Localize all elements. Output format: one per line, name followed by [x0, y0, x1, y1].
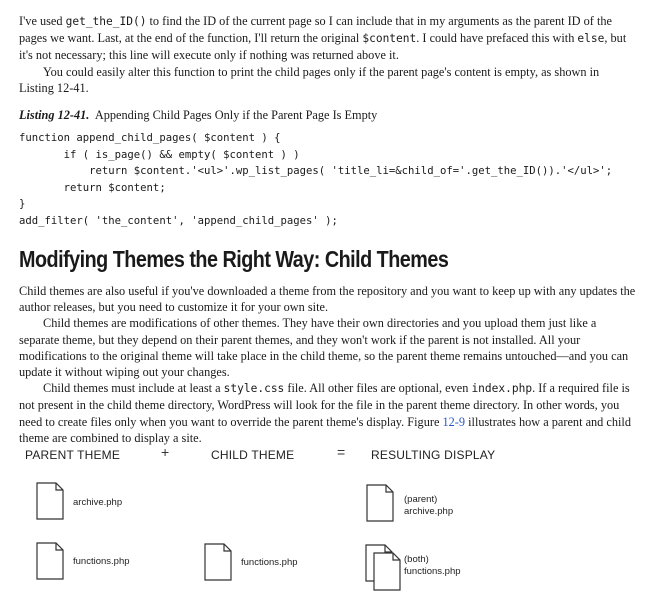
paragraph-child-themes-modifications: Child themes are modifications of other themes. They have their own directories and you upload them just like a separate theme, but they depend on their parent themes, and they won't work if the parent is not installed. All your modifications to the original theme will take place in the child theme, so the parent theme remains untouched—and you can update it without wiping out your changes. [19, 316, 629, 380]
file-icon [36, 542, 64, 580]
paragraph-get-the-id [19, 13, 637, 96]
file-icon [204, 543, 232, 581]
child-theme-figure [19, 440, 649, 610]
paragraph-text: , but it's not necessary; this line will execute only if nothing was returned above it. [19, 31, 627, 63]
result-file-functions [404, 554, 461, 578]
code-listing: function append_child_pages( $content ) { if ( is_page() && empty( $content ) ) return $content.'<ul>'.wp_list_pages( 'title_li=&child_of='.get_the_ID()).'</ul>'; return $content; } add_filter( 'the_content', 'append_child_pages' ); [19, 132, 613, 227]
inline-code: else [577, 32, 605, 46]
paragraph-text: . I could have prefaced this with [416, 31, 578, 46]
result-file-name: archive.php [404, 506, 454, 517]
inline-code: style.css [223, 382, 285, 396]
file-icon [366, 484, 394, 522]
result-file-archive [404, 494, 453, 518]
listing-caption [19, 108, 377, 123]
figure-reference-link[interactable]: 12-9 [442, 414, 466, 429]
inline-code: $content [362, 32, 417, 46]
equals-sign: = [337, 444, 346, 460]
paragraph-text: file. All other files are optional, even [284, 381, 472, 396]
inline-code: get_the_ID() [65, 15, 147, 28]
listing-title: Appending Child Pages Only if the Parent Page Is Empty [94, 108, 378, 122]
listing-label: Listing 12-41. [19, 108, 90, 122]
paragraph-text: to find the ID of the current page so I can include that in my arguments as the parent ID of the pages we want. Last, at the end of the function, I'll return the original [19, 14, 612, 46]
paragraph-text: I've used [19, 14, 66, 28]
resulting-display-header: RESULTING DISPLAY [371, 448, 496, 462]
paragraph-text: illustrates how a parent and child theme are combined to display a site. [19, 414, 631, 445]
stacked-files-icon [365, 544, 405, 592]
inline-code: index.php [471, 382, 533, 396]
paragraph-alter-function: You could easily alter this function to print the child pages only if the parent page's content is empty, as shown in Listing 12-41. [19, 64, 600, 95]
file-icon [36, 482, 64, 520]
plus-sign: + [161, 444, 170, 460]
paragraph-text: . If a required file is not present in the child theme directory, WordPress will look for the file in the parent theme directory. In other words, you need to create files only when you want to override the parent theme's display. Figure [19, 381, 630, 429]
child-file-functions: functions.php [241, 557, 298, 568]
result-file-origin: (both) [404, 554, 429, 565]
paragraph-text: Child themes must include at least a [43, 381, 224, 396]
section-heading: Modifying Themes the Right Way: Child Themes [19, 246, 449, 272]
parent-theme-header: PARENT THEME [25, 448, 121, 462]
paragraph-child-themes-include [19, 380, 637, 446]
parent-file-functions: functions.php [73, 556, 130, 567]
result-file-origin: (parent) [404, 494, 438, 505]
child-theme-header: CHILD THEME [211, 448, 295, 462]
section-body [19, 283, 637, 446]
result-file-name: functions.php [404, 566, 461, 577]
parent-file-archive: archive.php [73, 497, 123, 508]
paragraph-child-themes-useful: Child themes are also useful if you've downloaded a theme from the repository and you want to keep up with any updates the author releases, but you need to customize it for your own site. [19, 284, 636, 315]
